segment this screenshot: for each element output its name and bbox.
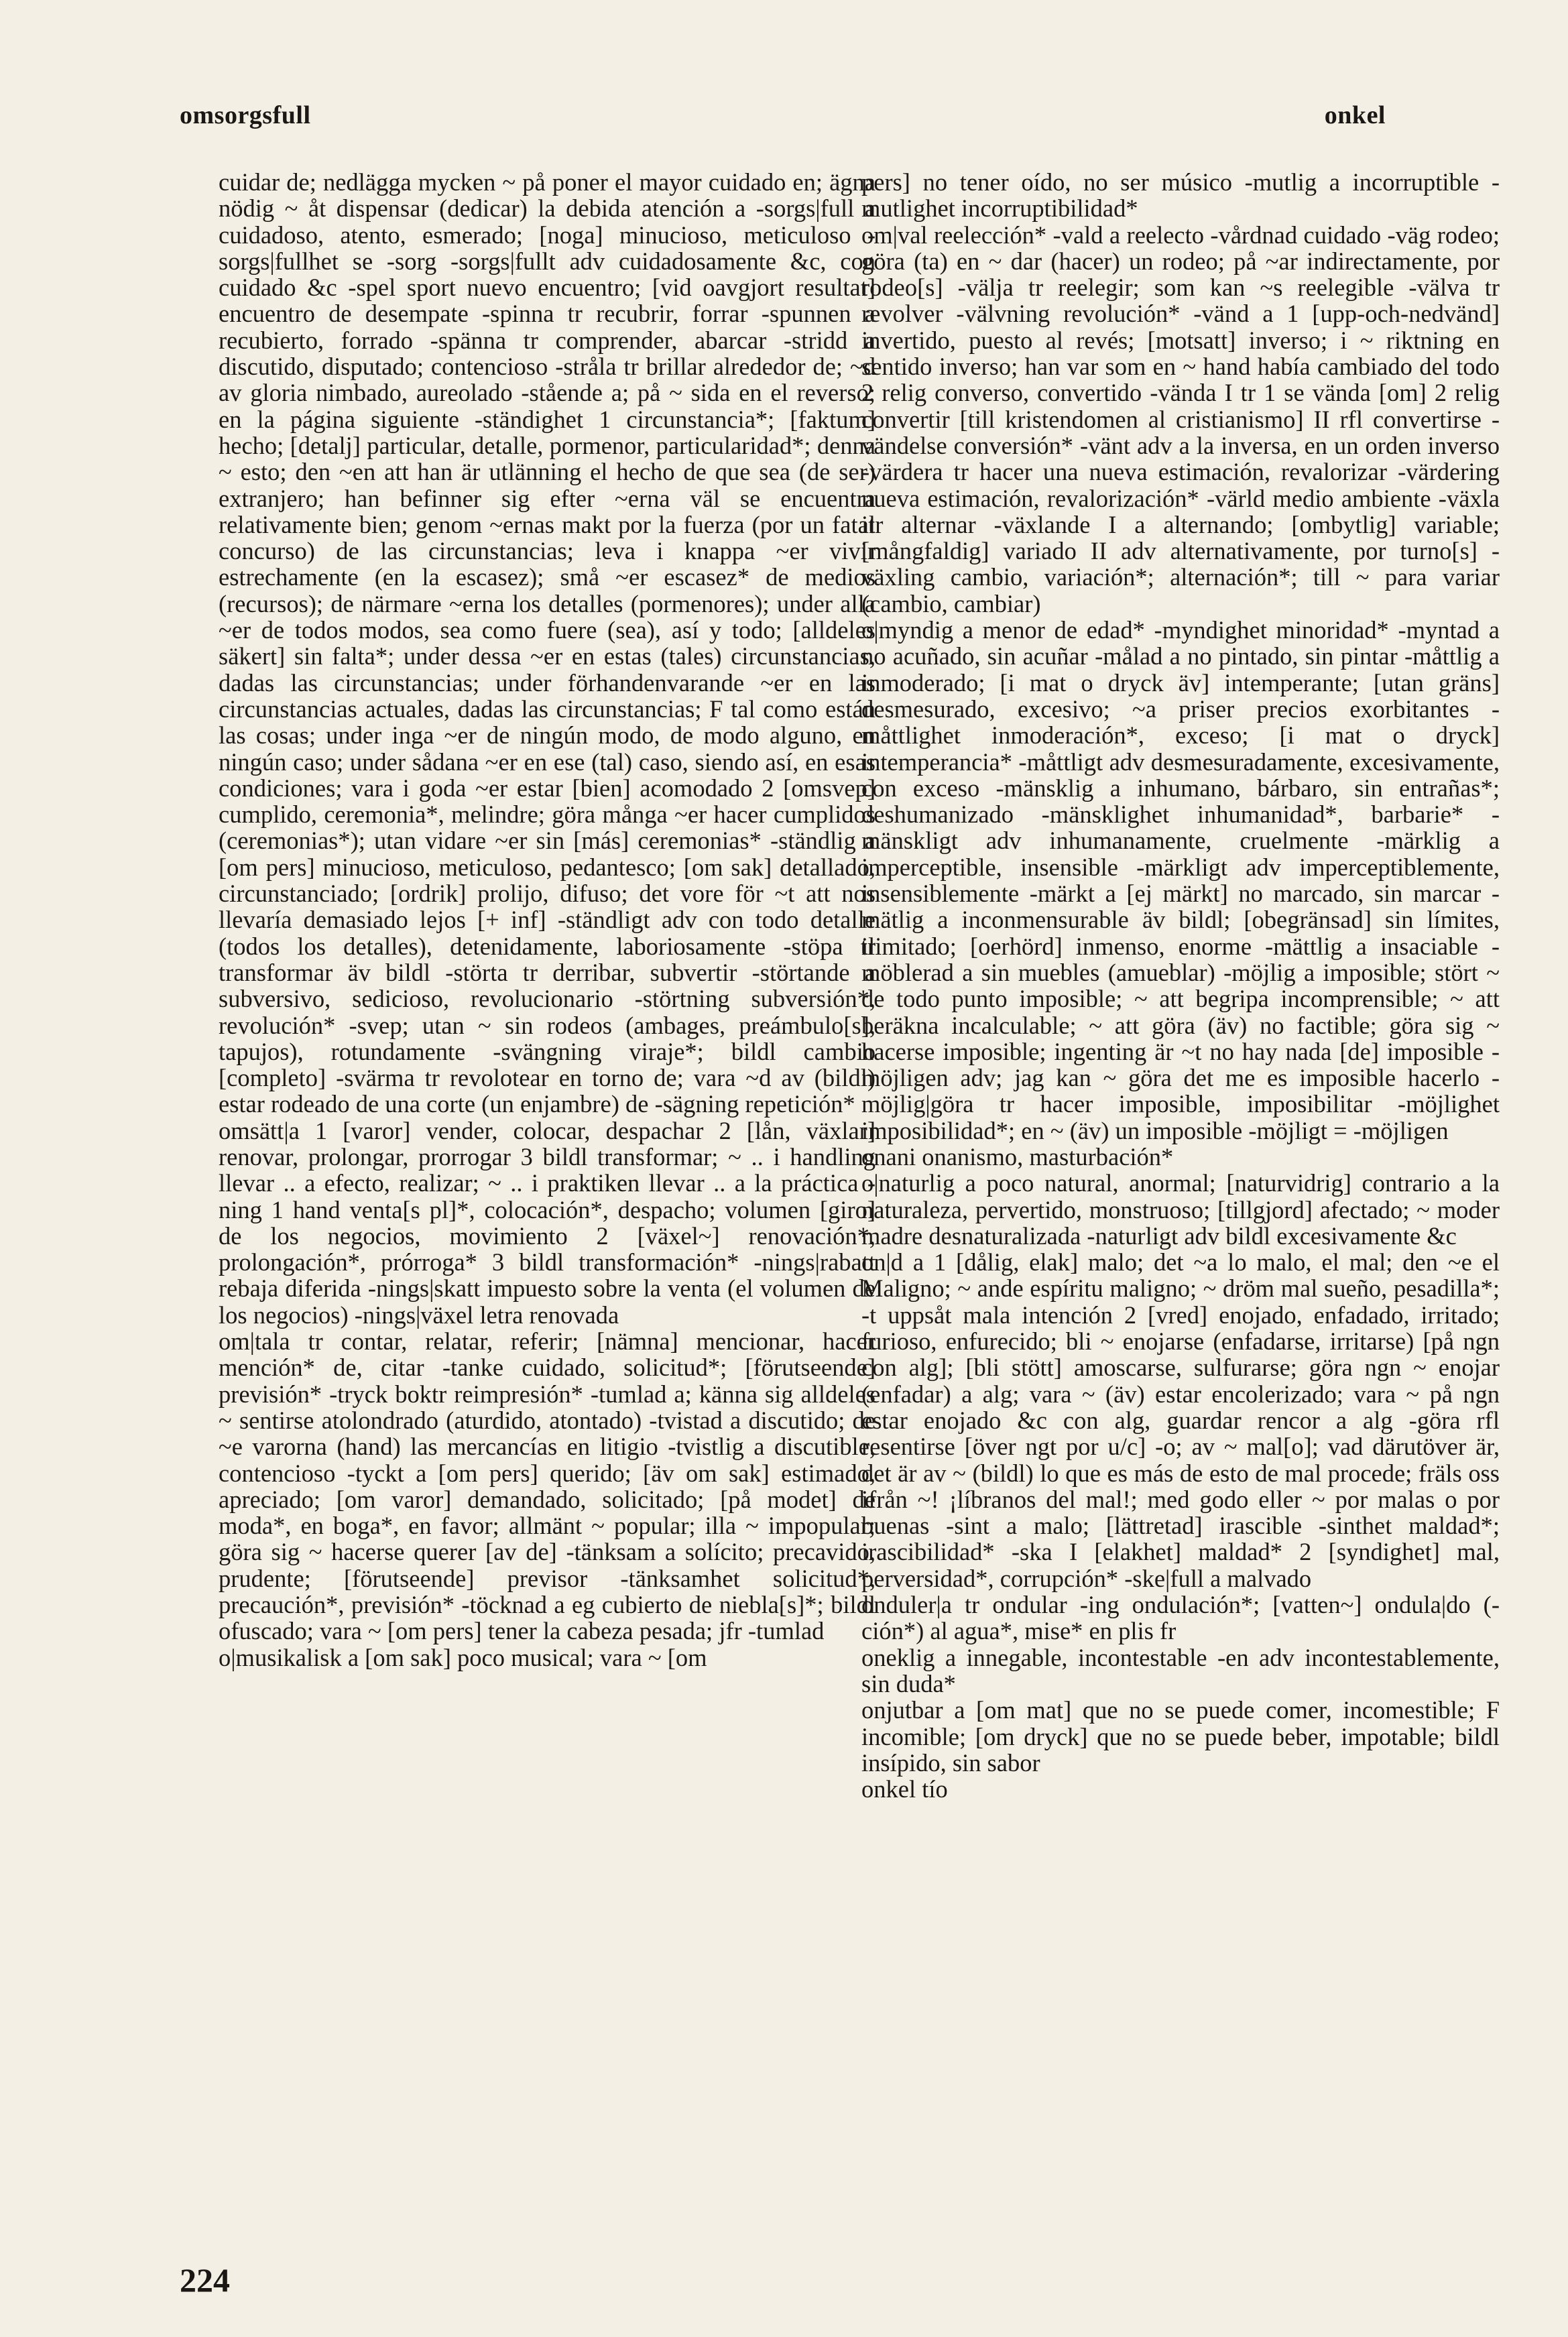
page-number: 224 xyxy=(180,2261,230,2299)
entry-onani: onani onanismo, masturbación* xyxy=(861,1142,1174,1171)
entry-onjutbar: onjutbar a [om mat] que no se puede comer, incomestible; F incomible; [om dryck] que no se puede beber, impotable; bildl insípido, sin sabor xyxy=(861,1696,1500,1777)
entry-omval: om|val reelección* -vald a reelecto -vårdnad cuidado -väg rodeo; göra (ta) en ~ dar (hacer) un rodeo; på ~ar indirectamente, por rodeo[s] -välja tr reelegir; som kan ~s reelegible -välva tr revolver -välvning revolución* -vänd a 1 [upp-och-nedvänd] invertido, puesto al revés; [motsatt] inverso; i ~ riktning en sentido inverso; han var som en ~ hand había cambiado del todo 2 relig converso, convertido -vända I tr 1 se vända [om] 2 relig convertir [till kristendomen al cristianismo] II rfl convertirse -vändelse conversión* -vänt adv a la inversa, en un orden inverso -värdera tr hacer una nueva estimación, revalorizar -värdering nueva estimación, revalorización* -värld medio ambiente -växla itr alternar -växlande I a alternando; [ombytlig] variable; [mångfaldig] variado II adv alternativamente, por turno[s] -växling cambio, variación*; alternación*; till ~ para variar (cambio, cambiar) xyxy=(861,221,1500,617)
entry-omusikalisk-continued: pers] no tener oído, no ser músico -mutlig a incorruptible -mutlighet incorruptibilidad* xyxy=(861,168,1500,223)
entry-onkel: onkel tío xyxy=(861,1775,948,1803)
entry-ondulera: onduler|a tr ondular -ing ondulación*; [vatten~] ondula|do (-ción*) al agua*, mise* en plis fr xyxy=(861,1591,1500,1645)
entry-omtala: om|tala tr contar, relatar, referir; [nämna] mencionar, hacer mención* de, citar -tanke cuidado, solicitud*; [förutseende] previsión* -tryck boktr reimpresión* -tumlad a; känna sig alldeles ~ sentirse atolondrado (aturdido, atontado) -tvistad a discutido; de ~e varorna (hand) las mercancías en litigio -tvistlig a discutible, contencioso -tyckt a [om pers] querido; [äv om sak] estimado, apreciado; [om varor] demandado, solicitado; [på modet] de moda*, en boga*, en favor; allmänt ~ popular; illa ~ impopular; göra sig ~ hacerse querer [av de] -tänksam a solícito; precavido, prudente; [förutseende] previsor -tänksamhet solicitud*, precaución*, previsión* -töcknad a eg cubierto de niebla[s]*; bildl ofuscado; vara ~ [om pers] tener la cabeza pesada; jfr -tumlad xyxy=(219,1327,876,1645)
entry-omsatta: omsätt|a 1 [varor] vender, colocar, despachar 2 [lån, växlar] renovar, prolongar, prorrogar 3 bildl transformar; ~ .. i handling llevar .. a efecto, realizar; ~ .. i praktiken llevar .. a la práctica -ning 1 hand venta[s pl]*, colocación*, despacho; volumen [giro] de los negocios, movimiento 2 [växel~] renovación*, prolongación*, prórroga* 3 bildl transformación* -nings|rabatt rebaja diferida -nings|skatt impuesto sobre la venta (el volumen de los negocios) -nings|växel letra renovada xyxy=(219,1116,876,1329)
right-guide-word: onkel xyxy=(1324,101,1386,129)
right-column xyxy=(861,169,1500,1802)
entry-omyndig: o|myndig a menor de edad* -myndighet minoridad* -myntad a no acuñado, sin acuñar -målad a no pintado, sin pintar -måttlig a inmoderado; [i mat o dryck äv] intemperante; [utan gräns] desmesurado, excesivo; ~a priser precios exorbitantes -måttlighet inmoderación*, exceso; [i mat o dryck] intemperancia* -måttligt adv desmesuradamente, excesivamente, con exceso -mänsklig a inhumano, bárbaro, sin entrañas*; deshumanizado -mänsklighet inhumanidad*, barbarie* -mänskligt adv inhumanamente, cruelmente -märklig a imperceptible, insensible -märkligt adv imperceptiblemente, insensiblemente -märkt a [ej märkt] no marcado, sin marcar -mätlig a inconmensurable äv bildl; [obegränsad] sin límites, ilimitado; [oerhörd] inmenso, enorme -mättlig a insaciable -möblerad a sin muebles (amueblar) -möjlig a imposible; stört ~ de todo punto imposible; ~ att begripa incomprensible; ~ att beräkna incalculable; ~ att göra (äv) no factible; göra sig ~ hacerse imposible; ingenting är ~t no hay nada [de] imposible -möjligen adv; jag kan ~ göra det me es imposible hacerlo -möjlig|göra tr hacer imposible, imposibilitar -möjlighet imposibilidad*; en ~ (äv) un imposible -möjligt = -möjligen xyxy=(861,616,1500,1144)
entry-ond: on|d a 1 [dålig, elak] malo; det ~a lo malo, el mal; den ~e el Maligno; ~ ande espíritu maligno; ~ dröm mal sueño, pesadilla*; -t uppsåt mala intención 2 [vred] enojado, enfadado, irritado; furioso, enfurecido; bli ~ enojarse (enfadarse, irritarse) [på ngn con alg]; [bli stött] amoscarse, sulfurarse; göra ngn ~ enojar (enfadar) a alg; vara ~ (äv) estar encolerizado; vara ~ på ngn estar enojado &c con alg, guardar rencor a alg -göra rfl resentirse [över ngt por u/c] -o; av ~ mal[o]; vad därutöver är, det är av ~ (bildl) lo que es más de esto de mal procede; fräls oss ifrån ~! ¡líbranos del mal!; med godo eller ~ por malas o por buenas -sint a malo; [lättretad] irascible -sinthet maldad*; irascibilidad* -ska I [elakhet] maldad* 2 [syndighet] mal, perversidad*, corrupción* -ske|full a malvado xyxy=(861,1248,1500,1592)
left-column xyxy=(219,169,876,1671)
entry-omusikalisk: o|musikalisk a [om sak] poco musical; vara ~ [om xyxy=(219,1643,707,1671)
entry-omsorgsfull-continued: cuidar de; nedlägga mycken ~ på poner el mayor cuidado en; ägna nödig ~ åt dispensar (dedicar) la debida atención a -sorgs|full a cuidadoso, atento, esmerado; [noga] minucioso, meticuloso -sorgs|fullhet se -sorg -sorgs|fullt adv cuidadosamente &c, con cuidado &c -spel sport nuevo encuentro; [vid oavgjort resultat] encuentro de desempate -spinna tr recubrir, forrar -spunnen a recubierto, forrado -spänna tr comprender, abarcar -stridd a discutido, disputado; contencioso -stråla tr brillar alrededor de; ~d av gloria nimbado, aureolado -stående a; på ~ sida en el reverso; en la página siguiente -ständighet 1 circunstancia*; [faktum] hecho; [detalj] particular, detalle, pormenor, particularidad*; denna ~ esto; den ~en att han är utlänning el hecho de que sea (de ser) extranjero; han befinner sig efter ~erna väl se encuentra relativamente bien; genom ~ernas makt por la fuerza (por un fatal concurso) de las circunstancias; leva i knappa ~er vivir estrechamente (en la escasez); små ~er escasez* de medios (recursos); de närmare ~erna los detalles (pormenores); under alla ~er de todos modos, sea como fuere (sea), así y todo; [alldeles säkert] sin falta*; under dessa ~er en estas (tales) circunstancias, dadas las circunstancias; under förhandenvarande ~er en las circunstancias actuales, dadas las circunstancias; F tal como están las cosas; under inga ~er de ningún modo, de modo alguno, en ningún caso; under sådana ~er en ese (tal) caso, siendo así, en esas condiciones; vara i goda ~er estar [bien] acomodado 2 [omsvep] cumplido, ceremonia*, melindre; göra många ~er hacer cumplidos (ceremonias*); utan vidare ~er sin [más] ceremonias* -ständlig a [om pers] minucioso, meticuloso, pedantesco; [om sak] detallado, circunstanciado; [ordrik] prolijo, difuso; det vore för ~t att nos llevaría demasiado lejos [+ inf] -ständligt adv con todo detalle (todos los detalles), detenidamente, laboriosamente -stöpa tr transformar äv bildl -störta tr derribar, subvertir -störtande a subversivo, sedicioso, revolucionario -störtning subversión*, revolución* -svep; utan ~ sin rodeos (ambages, preámbulo[s], tapujos), rotundamente -svängning viraje*; bildl cambio [completo] -svärma tr revolotear en torno de; vara ~d av (bildl) estar rodeado de una corte (un enjambre) de -sägning repetición* xyxy=(219,168,876,1118)
left-guide-word: omsorgsfull xyxy=(180,101,311,129)
entry-onaturlig: o|naturlig a poco natural, anormal; [naturvidrig] contrario a la naturaleza, pervertido, monstruoso; [tillgjord] afectado; ~ moder madre desnaturalizada -naturligt adv bildl excesivamente &c xyxy=(861,1169,1500,1250)
entry-oneklig: oneklig a innegable, incontestable -en adv incontestablemente, sin duda* xyxy=(861,1643,1500,1697)
